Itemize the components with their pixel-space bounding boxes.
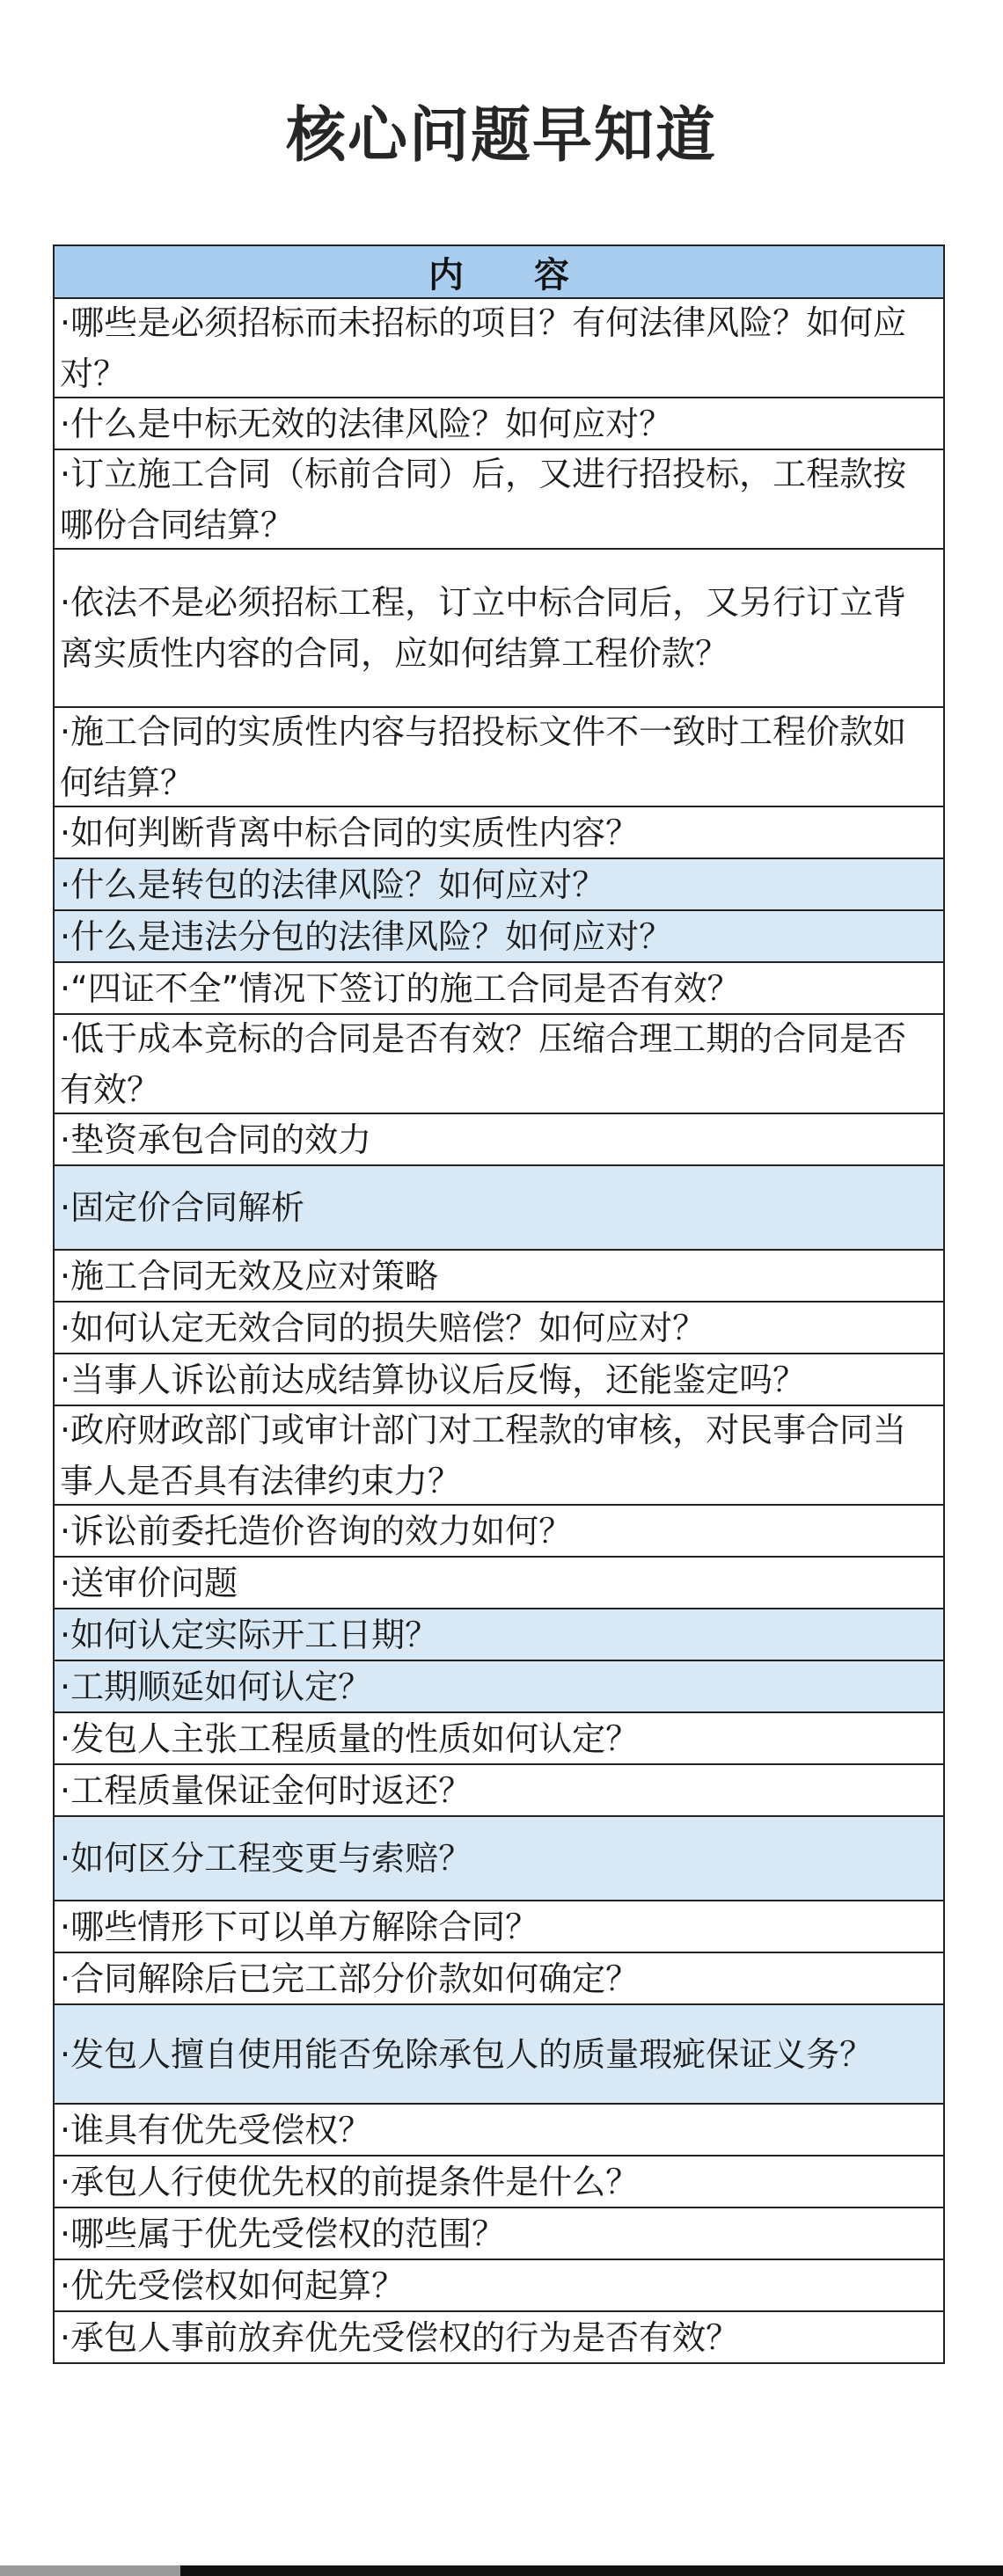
table-row — [55, 2105, 943, 2156]
table-row-text: ·哪些是必须招标而未招标的项目？有何法律风险？如何应对？ — [60, 303, 907, 393]
table-row-text: ·如何认定实际开工日期？ — [60, 1615, 439, 1654]
table-row — [55, 2312, 943, 2364]
table-row-text: ·发包人主张工程质量的性质如何认定？ — [60, 1719, 640, 1758]
table-row — [55, 859, 943, 911]
content-table — [53, 244, 945, 2364]
table-row — [55, 1015, 943, 1114]
table-row — [55, 1713, 943, 1765]
table-row — [55, 1354, 943, 1406]
table-row-text: ·固定价合同解析 — [60, 1188, 305, 1227]
table-row — [55, 2208, 943, 2260]
table-row — [55, 1506, 943, 1558]
table-row-text: ·诉讼前委托造价咨询的效力如何？ — [60, 1511, 573, 1551]
table-row-text: ·什么是转包的法律风险？如何应对？ — [60, 865, 606, 904]
table-row-text: ·如何判断背离中标合同的实质性内容？ — [60, 813, 640, 852]
table-row-text: ·如何区分工程变更与索赔？ — [60, 1839, 472, 1878]
table-row-text: ·什么是违法分包的法律风险？如何应对？ — [60, 916, 673, 956]
bottom-progress-segment — [0, 2565, 180, 2576]
table-row — [55, 1765, 943, 1817]
table-row-text: ·依法不是必须招标工程，订立中标合同后，又另行订立背离实质性内容的合同，应如何结算工程价款？ — [60, 583, 907, 673]
table-row-text: ·施工合同的实质性内容与招投标文件不一致时工程价款如何结算？ — [60, 712, 907, 802]
table-row — [55, 1901, 943, 1953]
table-row-text: ·优先受偿权如何起算？ — [60, 2266, 406, 2305]
table-row-text: ·施工合同无效及应对策略 — [60, 1256, 439, 1295]
table-row-text: ·合同解除后已完工部分价款如何确定？ — [60, 1959, 640, 1998]
table-row-text: ·垫资承包合同的效力 — [60, 1120, 372, 1159]
table-row — [55, 708, 943, 807]
table-row-text: ·什么是中标无效的法律风险？如何应对？ — [60, 404, 673, 443]
table-row — [55, 1114, 943, 1166]
table-header-label: 内容 — [428, 254, 640, 296]
table-row — [55, 1558, 943, 1609]
table-row — [55, 1953, 943, 2005]
table-row — [55, 450, 943, 550]
table-row — [55, 1609, 943, 1661]
table-row — [55, 911, 943, 963]
table-row — [55, 2156, 943, 2208]
table-row-text: ·发包人擅自使用能否免除承包人的质量瑕疵保证义务？ — [60, 2034, 874, 2074]
bottom-progress-bar — [0, 2565, 1003, 2576]
table-row-text: ·如何认定无效合同的损失赔偿？如何应对？ — [60, 1308, 706, 1347]
table-row-text: ·承包人行使优先权的前提条件是什么？ — [60, 2162, 640, 2201]
table-row-text: ·低于成本竞标的合同是否有效？压缩合理工期的合同是否有效？ — [60, 1018, 907, 1109]
table-row-text: ·哪些情形下可以单方解除合同？ — [60, 1907, 539, 1946]
table-row — [55, 1406, 943, 1506]
table-row — [55, 807, 943, 859]
table-row-text: ·承包人事前放弃优先受偿权的行为是否有效？ — [60, 2317, 740, 2357]
table-row-text: ·订立施工合同（标前合同）后，又进行招投标，工程款按哪份合同结算？ — [60, 454, 907, 544]
table-row — [55, 1303, 943, 1354]
table-row-text: ·送审价问题 — [60, 1563, 238, 1602]
table-row-text: ·工程质量保证金何时返还？ — [60, 1770, 472, 1810]
table-header — [55, 246, 943, 299]
table-row — [55, 2260, 943, 2312]
table-row — [55, 2005, 943, 2105]
table-row — [55, 963, 943, 1015]
table-row — [55, 550, 943, 708]
table-row-text: ·当事人诉讼前达成结算协议后反悔，还能鉴定吗？ — [60, 1360, 807, 1399]
table-row — [55, 1251, 943, 1303]
table-row — [55, 299, 943, 398]
table-row-text: ·工期顺延如何认定？ — [60, 1667, 372, 1706]
table-row — [55, 1661, 943, 1713]
table-row — [55, 1817, 943, 1901]
table-row-text: ·哪些属于优先受偿权的范围？ — [60, 2214, 506, 2253]
table-row — [55, 398, 943, 450]
page-title: 核心问题早知道 — [285, 101, 717, 171]
table-body — [55, 299, 943, 2364]
table-row-text: ·谁具有优先受偿权？ — [60, 2110, 372, 2149]
table-row-text: ·政府财政部门或审计部门对工程款的审核，对民事合同当事人是否具有法律约束力？ — [60, 1410, 907, 1500]
table-row — [55, 1166, 943, 1251]
table-row-text: ·“四证不全”情况下签订的施工合同是否有效？ — [60, 968, 741, 1008]
